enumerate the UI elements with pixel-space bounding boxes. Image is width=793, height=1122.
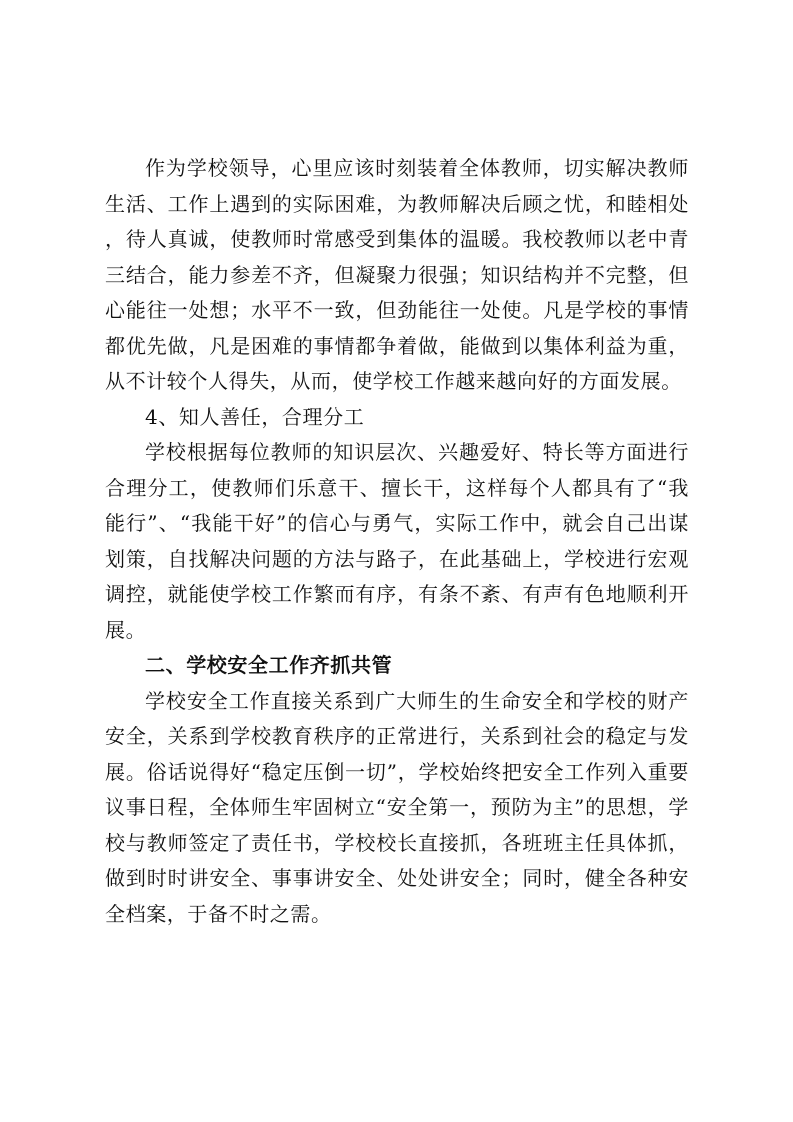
section-heading-school-safety: 二、学校安全工作齐抓共管 bbox=[145, 653, 393, 677]
paragraph-task-assignment: 学校根据每位教师的知识层次、兴趣爱好、特长等方面进行合理分工，使教师们乐意干、擅长干，这样每个人都具有了“我能行”、“我能干好”的信心与勇气，实际工作中，就会自己出谋划策，自找解决问题的方法与路子，在此基础上，学校进行宏观调控，就能使学校工作繁而有序，有条不紊、有声有色地顺利开展。 bbox=[105, 440, 689, 642]
subheading-task-assignment: 4、知人善任，合理分工 bbox=[145, 404, 365, 429]
paragraph-school-safety: 学校安全工作直接关系到广大师生的生命安全和学校的财产安全，关系到学校教育秩序的正常进行，关系到社会的稳定与发展。俗话说得好“稳定压倒一切”，学校始终把安全工作列入重要议事日程，全体师生牢固树立“安全第一，预防为主”的思想，学校与教师签定了责任书，学校校长直接抓，各班班主任具体抓，做到时时讲安全、事事讲安全、处处讲安全；同时，健全各种安全档案，于备不时之需。 bbox=[105, 688, 689, 926]
document-body bbox=[105, 151, 689, 932]
paragraph-teacher-care: 作为学校领导，心里应该时刻装着全体教师，切实解决教师生活、工作上遇到的实际困难，为教师解决后顾之忧，和睦相处，待人真诚，使教师时常感受到集体的温暖。我校教师以老中青三结合，能力参差不齐，但凝聚力很强；知识结构并不完整，但心能往一处想；水平不一致，但劲能往一处使。凡是学校的事情都优先做，凡是困难的事情都争着做，能做到以集体利益为重，从不计较个人得失，从而，使学校工作越来越向好的方面发展。 bbox=[105, 156, 689, 393]
